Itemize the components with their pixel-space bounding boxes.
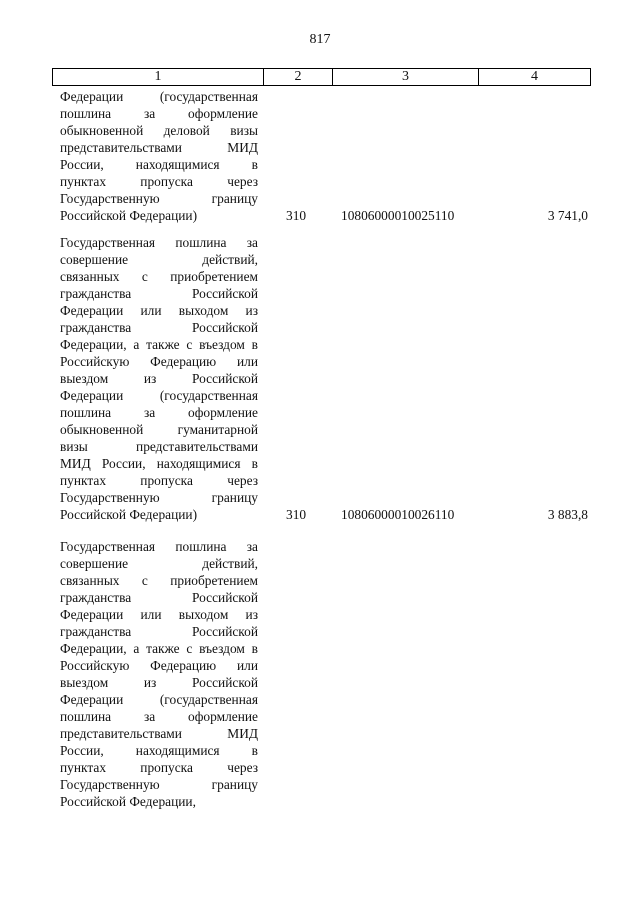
description-line: пунктах пропуска через bbox=[60, 174, 258, 189]
kbk-code: 10806000010026110 bbox=[341, 507, 455, 522]
header-col-3: 3 bbox=[333, 69, 479, 85]
header-col-2: 2 bbox=[264, 69, 333, 85]
description-line: Государственную границу bbox=[60, 490, 258, 505]
description-line: Государственную границу bbox=[60, 777, 258, 792]
description-line: Федерации или выходом из bbox=[60, 303, 258, 318]
description-line: Федерации (государственная bbox=[60, 692, 258, 707]
description-line: визы представительствами bbox=[60, 439, 258, 454]
description-line: Российскую Федерацию или bbox=[60, 658, 258, 673]
description-line: представительствами МИД bbox=[60, 140, 258, 155]
description-line: Федерации (государственная bbox=[60, 388, 258, 403]
description-line: Российской Федерации) bbox=[60, 507, 198, 522]
description-line: Российской Федерации) bbox=[60, 208, 198, 223]
description-line: совершение действий, bbox=[60, 556, 258, 571]
description-line: МИД России, находящимися в bbox=[60, 456, 258, 471]
description-line: Государственную границу bbox=[60, 191, 258, 206]
description-line: связанных с приобретением bbox=[60, 269, 258, 284]
description-line: России, находящимися в bbox=[60, 157, 258, 172]
row-description bbox=[60, 88, 258, 224]
admin-code: 310 bbox=[286, 208, 307, 223]
amount: 3 741,0 bbox=[547, 208, 588, 223]
header-col-4: 4 bbox=[531, 69, 538, 84]
description-line: Федерации или выходом из bbox=[60, 607, 258, 622]
description-line: Государственная пошлина за bbox=[60, 235, 258, 250]
description-line: пошлина за оформление bbox=[60, 709, 258, 724]
admin-code: 310 bbox=[286, 507, 307, 522]
description-line: Российской Федерации, bbox=[60, 794, 196, 809]
description-line: Российскую Федерацию или bbox=[60, 354, 258, 369]
description-line: пошлина за оформление bbox=[60, 405, 258, 420]
row-description bbox=[60, 234, 258, 523]
header-col-1: 1 bbox=[53, 69, 264, 85]
description-line: обыкновенной гуманитарной bbox=[60, 422, 258, 437]
amount: 3 883,8 bbox=[547, 507, 588, 522]
description-line: России, находящимися в bbox=[60, 743, 258, 758]
description-line: Федерации, а также с въездом в bbox=[60, 641, 258, 656]
description-line: гражданства Российской bbox=[60, 590, 258, 605]
row-description bbox=[60, 538, 258, 810]
table-header bbox=[52, 68, 591, 86]
description-line: выездом из Российской bbox=[60, 371, 258, 386]
description-line: гражданства Российской bbox=[60, 624, 258, 639]
description-line: пошлина за оформление bbox=[60, 106, 258, 121]
description-line: гражданства Российской bbox=[60, 320, 258, 335]
description-line: Государственная пошлина за bbox=[60, 539, 258, 554]
kbk-code: 10806000010025110 bbox=[341, 208, 455, 223]
description-line: пунктах пропуска через bbox=[60, 473, 258, 488]
description-line: выездом из Российской bbox=[60, 675, 258, 690]
description-line: связанных с приобретением bbox=[60, 573, 258, 588]
page-number: 817 bbox=[309, 32, 331, 47]
description-line: представительствами МИД bbox=[60, 726, 258, 741]
description-line: Федерации, а также с въездом в bbox=[60, 337, 258, 352]
description-line: гражданства Российской bbox=[60, 286, 258, 301]
description-line: обыкновенной деловой визы bbox=[60, 123, 258, 138]
description-line: пунктах пропуска через bbox=[60, 760, 258, 775]
description-line: Федерации (государственная bbox=[60, 89, 258, 104]
description-line: совершение действий, bbox=[60, 252, 258, 267]
